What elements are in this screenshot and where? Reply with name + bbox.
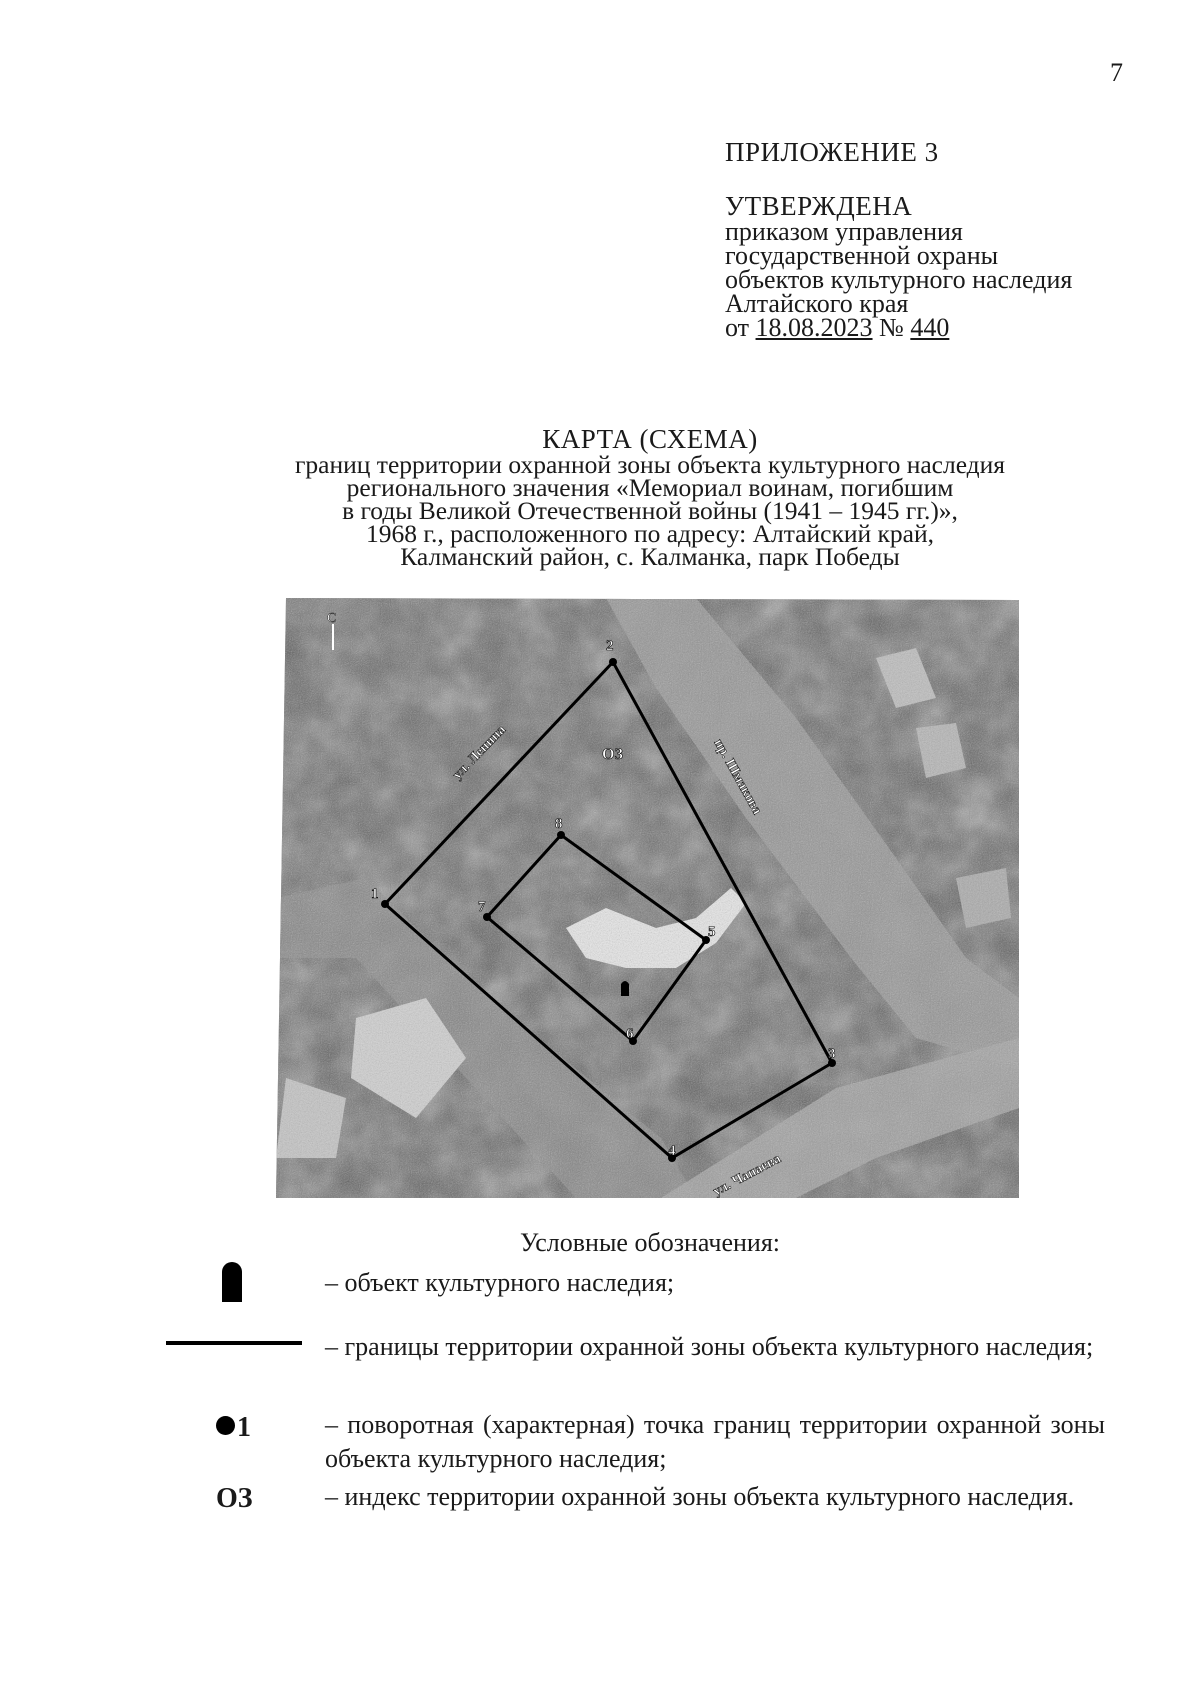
approval-line: объектов культурного наследия [725, 265, 1073, 294]
legend-text: – индекс территории охранной зоны объекта культурного наследия. [325, 1482, 1075, 1511]
point-label: 5 [708, 924, 716, 940]
heading-line: в годы Великой Отечественной войны (1941 – 1945 гг.)», [342, 496, 958, 525]
legend-item [160, 1480, 1110, 1550]
point-label: 4 [668, 1143, 676, 1159]
legend-text: – границы территории охранной зоны объекта культурного наследия; [325, 1332, 1094, 1361]
zone-index-label: ОЗ [602, 746, 623, 763]
turning-point-symbol [216, 1411, 251, 1445]
number-prefix: № [872, 313, 911, 342]
page-number: 7 [1110, 58, 1123, 87]
turning-point [557, 831, 565, 839]
turning-point-icon [216, 1416, 235, 1435]
map-heading [200, 424, 1100, 571]
approval-line: Алтайского края [725, 289, 909, 318]
turning-point [609, 658, 617, 666]
heading-line: Калманский район, с. Калманка, парк Победы [400, 542, 900, 571]
legend-title: Условные обозначения: [519, 1228, 781, 1257]
cultural-object-icon [222, 1262, 242, 1302]
map-svg [276, 598, 1019, 1198]
legend-item [160, 1408, 1110, 1478]
approval-line: государственной охраны [725, 241, 999, 270]
approval-line: приказом управления [725, 217, 963, 246]
point-label: 3 [828, 1046, 836, 1062]
turning-point-number: 1 [237, 1412, 251, 1443]
heading-line: границ территории охранной зоны объекта культурного наследия [294, 450, 1006, 479]
boundary-line-icon [166, 1341, 302, 1345]
point-label: 2 [606, 638, 614, 654]
point-label: 6 [626, 1026, 634, 1042]
order-date: 18.08.2023 [755, 313, 873, 342]
order-number: 440 [910, 313, 950, 342]
legend-item [160, 1262, 1110, 1306]
street-label-chapaeva: ул. Чапаева [710, 1151, 784, 1198]
legend-item [160, 1330, 1110, 1400]
appendix-label: ПРИЛОЖЕНИЕ 3 [725, 137, 939, 167]
date-prefix: от [725, 313, 756, 342]
approval-date-line [725, 313, 1165, 342]
approved-label: УТВЕРЖДЕНА [725, 191, 913, 221]
heading-line: регионального значения «Мемориал воинам, погибшим [346, 473, 954, 502]
north-label: С [327, 611, 337, 626]
heading-line: 1968 г., расположенного по адресу: Алтайский край, [366, 519, 934, 548]
zone-index-symbol: ОЗ [216, 1483, 253, 1514]
legend-text: – поворотная (характерная) точка границ территории охранной зоны объекта культурного наследия; [325, 1410, 1105, 1473]
turning-point [381, 900, 389, 908]
street-label-shmakova: пр. Шмакова [710, 736, 765, 818]
point-label: 1 [371, 886, 379, 902]
approval-block [725, 137, 1165, 342]
point-label: 8 [555, 816, 563, 832]
monument-icon [621, 981, 629, 996]
point-label: 7 [478, 899, 486, 915]
satellite-map [276, 598, 1019, 1198]
legend-text: – объект культурного наследия; [325, 1268, 675, 1297]
street-label-lenina: ул. Ленина [450, 722, 509, 783]
map-title: КАРТА (СХЕМА) [542, 424, 758, 454]
